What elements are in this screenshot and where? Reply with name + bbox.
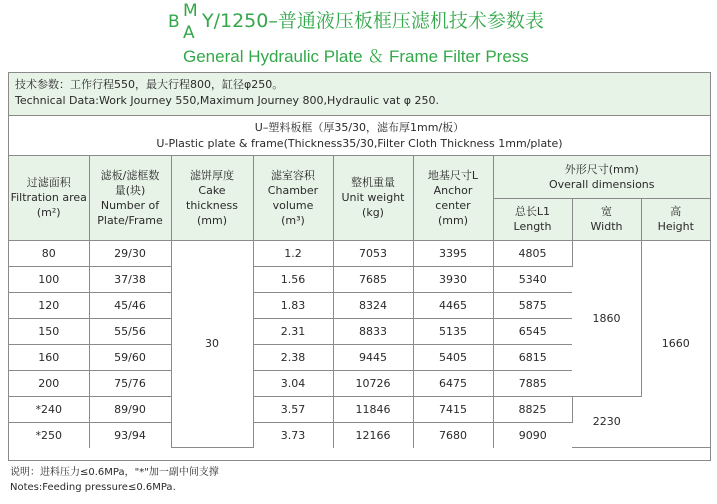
cell-weight: 7053: [333, 240, 413, 266]
header-length: 总长L1 Length: [493, 198, 572, 240]
model-code-m: M: [183, 1, 198, 21]
cell-chamber: 2.38: [253, 344, 333, 370]
cell-plates: 29/30: [89, 240, 171, 266]
header-width: 宽 Width: [572, 198, 641, 240]
cell-area: 100: [9, 266, 89, 292]
plate-spec-en: U-Plastic plate & frame(Thickness35/30,Filter Cloth Thickness 1mm/plate): [156, 137, 563, 150]
cell-plates: 59/60: [89, 344, 171, 370]
cell-plates: 45/46: [89, 292, 171, 318]
header-chamber-volume: 滤室容积 Chamber volume (m³): [253, 156, 333, 240]
cell-plates: 89/90: [89, 396, 171, 422]
cell-chamber: 2.31: [253, 318, 333, 344]
model-code-b: B: [168, 12, 180, 32]
header-unit-weight: 整机重量 Unit weight (kg): [333, 156, 413, 240]
footnote-en: Notes:Feeding pressure≤0.6MPa.: [10, 482, 176, 493]
model-code-a: A: [183, 23, 195, 43]
cell-chamber: 1.2: [253, 240, 333, 266]
cell-area: 160: [9, 344, 89, 370]
technical-data-en: Technical Data:Work Journey 550,Maximum Journey 800,Hydraulic vat φ 250.: [15, 94, 440, 107]
cell-chamber: 1.83: [253, 292, 333, 318]
cell-anchor: 7680: [413, 422, 493, 448]
spec-table: [9, 156, 710, 448]
cell-area: *240: [9, 396, 89, 422]
cell-weight: 9445: [333, 344, 413, 370]
cell-chamber: 3.73: [253, 422, 333, 448]
cell-plates: 75/76: [89, 370, 171, 396]
footnote: [10, 465, 219, 495]
cell-height: 1660: [641, 240, 710, 448]
cell-chamber: 1.56: [253, 266, 333, 292]
footnote-cn: 说明：进料压力≤0.6MPa，"*"加一副中间支撑: [10, 467, 219, 478]
cell-anchor: 6475: [413, 370, 493, 396]
model-code: [168, 1, 202, 43]
cell-area: 150: [9, 318, 89, 344]
table-row: [9, 396, 710, 422]
header-filtration-area: 过滤面积 Filtration area (m²): [9, 156, 89, 240]
plate-spec-cn: U–塑料板框（厚35/30，滤布厚1mm/板）: [254, 121, 465, 134]
cell-area: 200: [9, 370, 89, 396]
cell-anchor: 5405: [413, 344, 493, 370]
cell-length: 9090: [518, 428, 547, 442]
cell-anchor: 3930: [413, 266, 493, 292]
cell-chamber: 3.04: [253, 370, 333, 396]
header-plate-count: 滤板/滤框数 量(块) Number of Plate/Frame: [89, 156, 171, 240]
cell-length: 5340: [493, 266, 572, 292]
cell-length: 7885: [493, 370, 572, 396]
cell-anchor: 4465: [413, 292, 493, 318]
cell-weight: 8324: [333, 292, 413, 318]
cell-plates: 37/38: [89, 266, 171, 292]
cell-length: 5875: [493, 292, 572, 318]
cell-length: 8825: [493, 396, 572, 422]
header-overall-dimensions: 外形尺寸(mm) Overall dimensions: [493, 156, 710, 198]
document-title-en: General Hydraulic Plate ＆ Frame Filter Press: [183, 47, 529, 66]
header-anchor-center: 地基尺寸L Anchor center (mm): [413, 156, 493, 240]
cell-plates: 55/56: [89, 318, 171, 344]
technical-data-cn: 技术参数：工作行程550，最大行程800，缸径φ250。: [15, 78, 284, 91]
cell-cake-thickness: 30: [171, 240, 253, 448]
cell-length: 4805: [493, 240, 572, 266]
title-cn-text: –普通液压板框压滤机技术参数表: [268, 10, 544, 32]
cell-anchor: 5135: [413, 318, 493, 344]
cell-weight: 8833: [333, 318, 413, 344]
cell-weight: 12166: [333, 422, 413, 448]
cell-length: 6545: [493, 318, 572, 344]
document-title-cn: [168, 1, 544, 43]
table-row: [9, 240, 710, 266]
technical-data-band: [9, 73, 710, 116]
cell-area: *250: [9, 422, 89, 448]
cell-plates: 93/94: [89, 422, 171, 448]
cell-length: 6815: [493, 344, 572, 370]
cell-weight: 7685: [333, 266, 413, 292]
cell-width-group-a: 1860: [572, 240, 641, 396]
spec-sheet: [8, 72, 711, 461]
cell-width-group-b: 2230: [572, 396, 641, 448]
cell-area: 80: [9, 240, 89, 266]
cell-anchor: 7415: [413, 396, 493, 422]
cell-weight: 10726: [333, 370, 413, 396]
cell-area: 120: [9, 292, 89, 318]
cell-chamber: 3.57: [253, 396, 333, 422]
cell-anchor: 3395: [413, 240, 493, 266]
cell-weight: 11846: [333, 396, 413, 422]
header-height: 高 Height: [641, 198, 710, 240]
header-cake-thickness: 滤饼厚度 Cake thickness (mm): [171, 156, 253, 240]
plate-spec-band: [9, 116, 710, 156]
model-suffix: Y/1250: [202, 10, 269, 32]
